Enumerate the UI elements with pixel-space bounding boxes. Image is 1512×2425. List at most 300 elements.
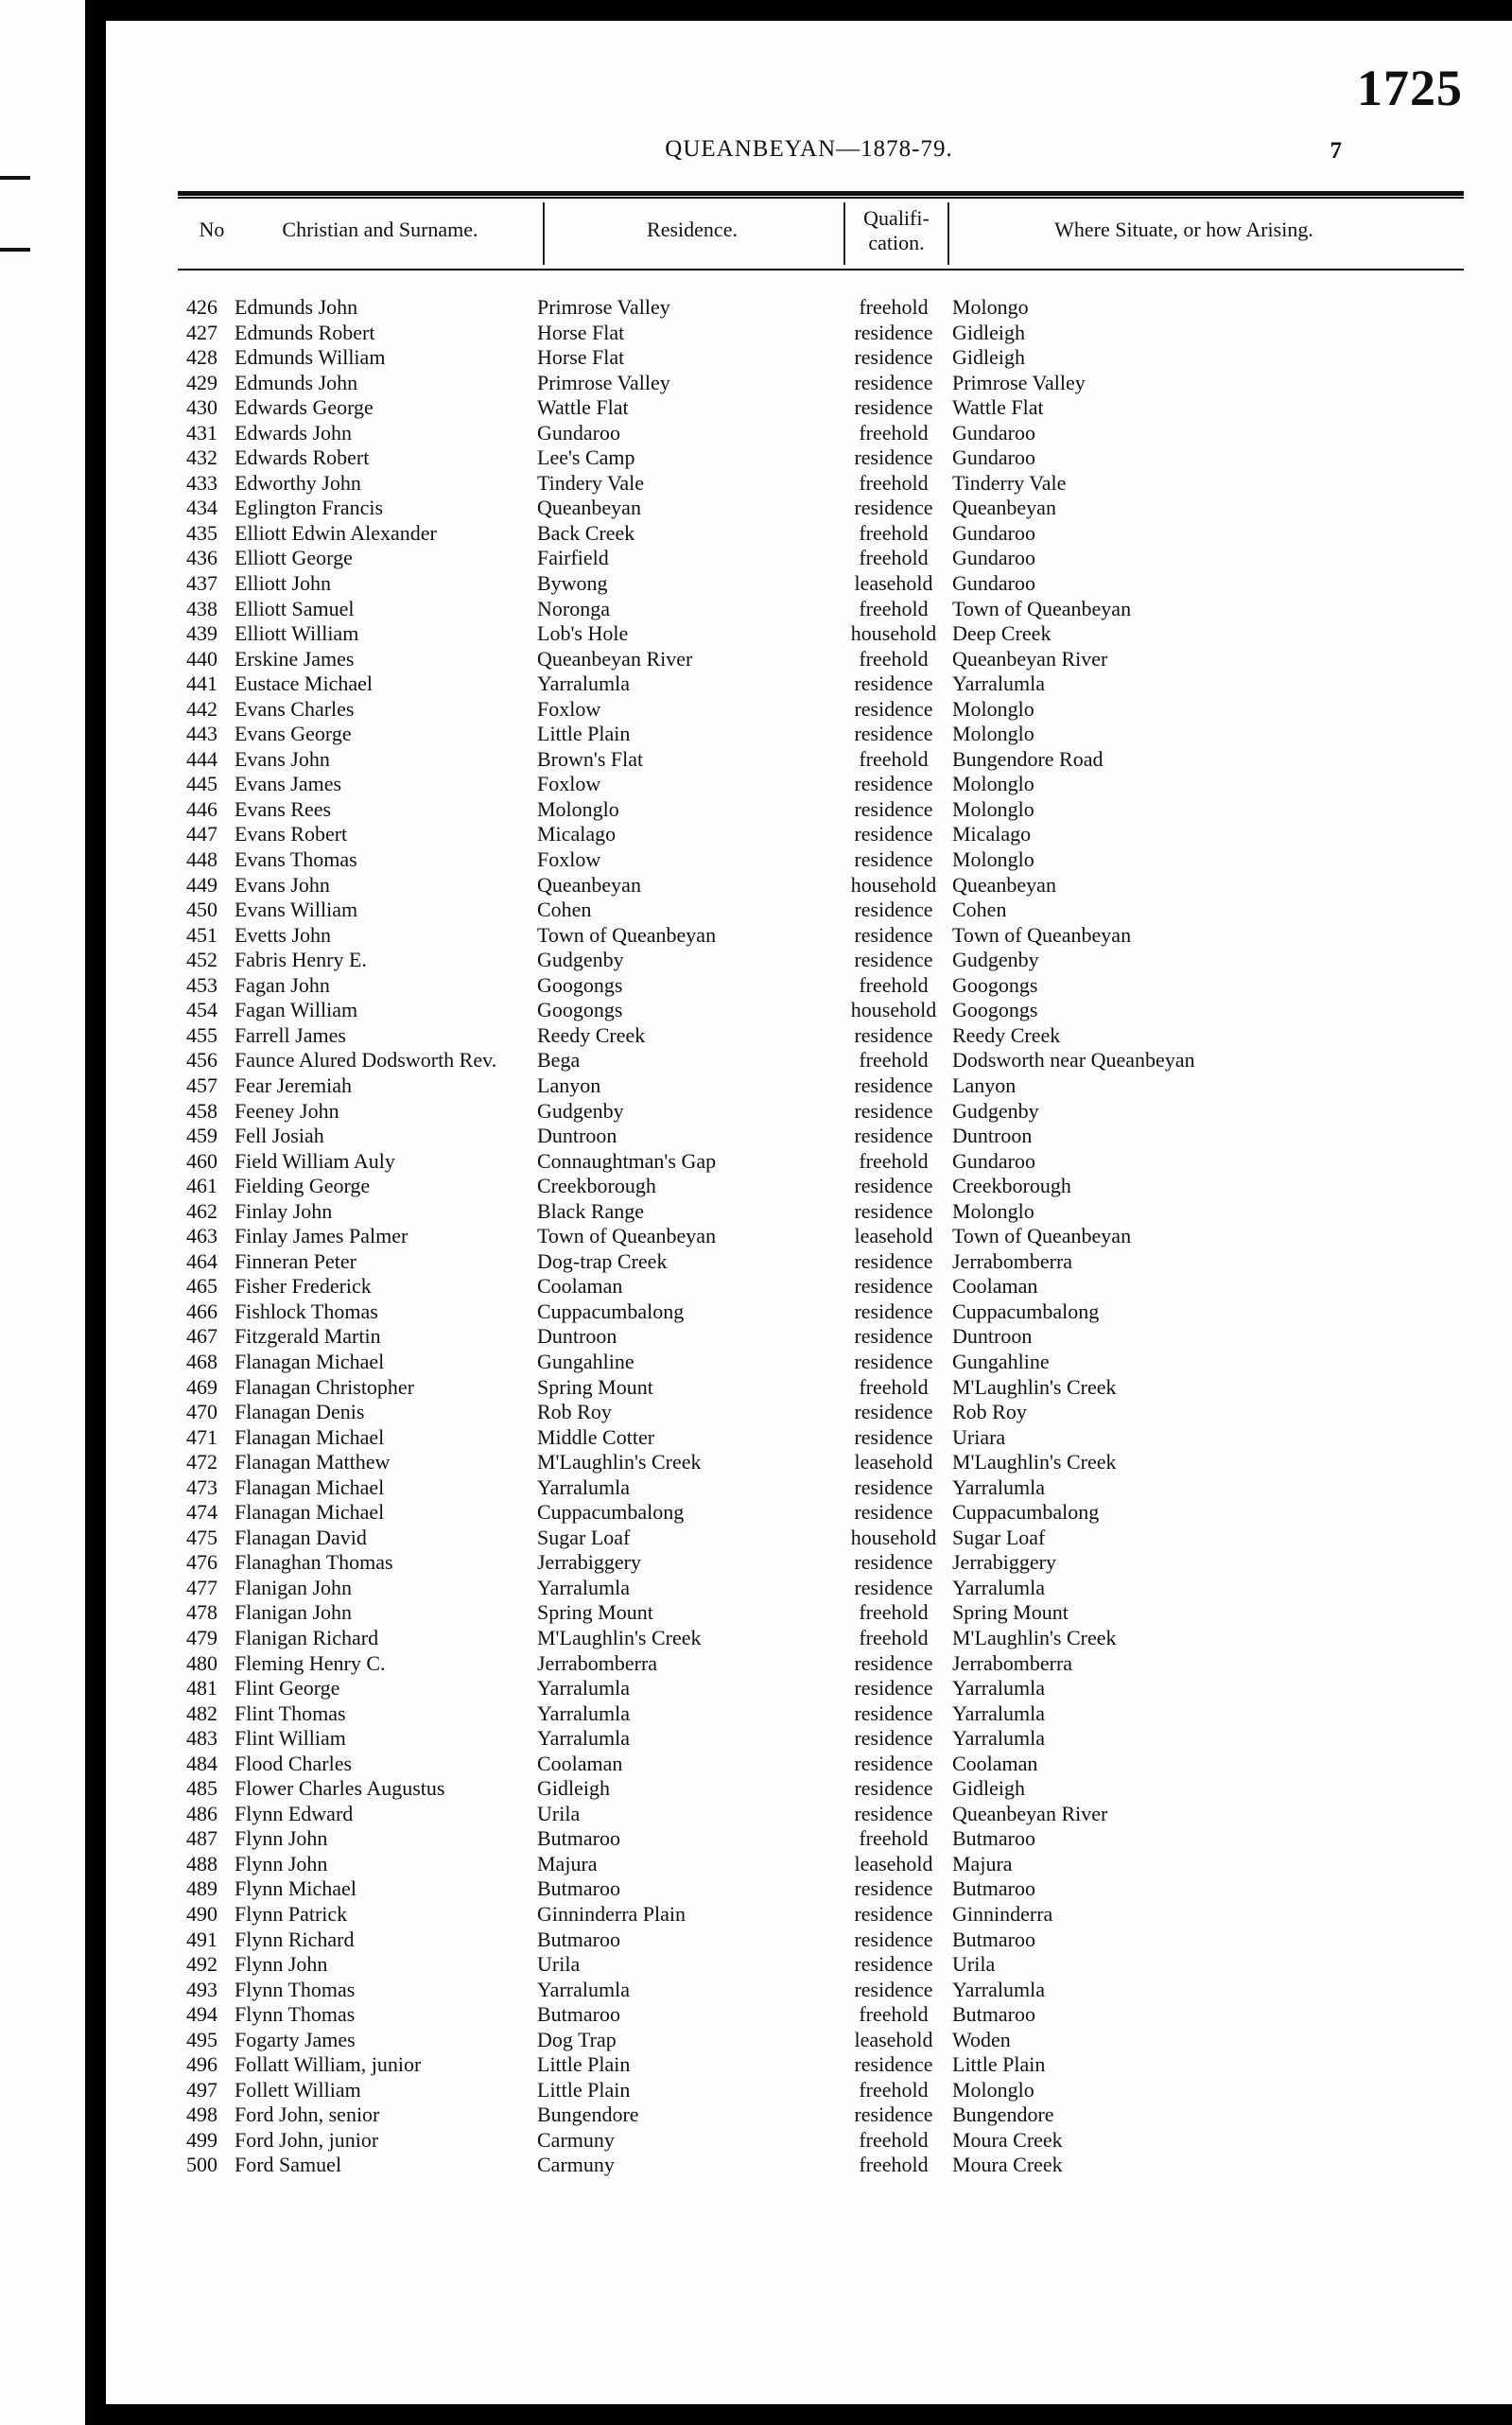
elector-qualification: residence xyxy=(854,1550,933,1575)
property-location: Tinderry Vale xyxy=(952,470,1067,495)
elector-number: 429 xyxy=(186,370,217,394)
elector-residence: Back Creek xyxy=(537,520,635,545)
elector-qualification: residence xyxy=(854,1876,933,1901)
elector-residence: Yarralumla xyxy=(537,672,630,696)
table-row xyxy=(106,1651,1512,1677)
elector-qualification: leasehold xyxy=(854,1851,933,1875)
elector-residence: Butmaroo xyxy=(537,2002,620,2027)
elector-number: 430 xyxy=(186,395,217,420)
elector-number: 498 xyxy=(186,2102,217,2127)
property-location: Lanyon xyxy=(952,1073,1017,1097)
property-location: Butmaroo xyxy=(952,1876,1035,1901)
table-row xyxy=(106,873,1512,898)
table-row xyxy=(106,471,1512,497)
elector-number: 444 xyxy=(186,746,217,771)
elector-residence: Tindery Vale xyxy=(537,470,645,495)
property-location: Duntroon xyxy=(952,1324,1033,1349)
elector-name: Fishlock Thomas xyxy=(235,1299,378,1323)
elector-residence: Cohen xyxy=(537,898,592,922)
elector-name: Flint Thomas xyxy=(235,1701,346,1725)
elector-qualification: residence xyxy=(854,696,933,721)
property-location: Cohen xyxy=(952,898,1007,922)
elector-qualification: freehold xyxy=(859,746,929,771)
elector-qualification: household xyxy=(850,872,937,897)
elector-number: 426 xyxy=(186,295,217,319)
table-row xyxy=(106,1475,1512,1501)
elector-qualification: freehold xyxy=(859,972,929,997)
table-row xyxy=(106,1375,1512,1401)
property-location: Yarralumla xyxy=(952,1575,1045,1599)
elector-residence: Bywong xyxy=(537,571,608,596)
property-location: Yarralumla xyxy=(952,1676,1045,1701)
elector-residence: Gudgenby xyxy=(537,948,624,972)
elector-qualification: residence xyxy=(854,772,933,796)
elector-qualification: residence xyxy=(854,1726,933,1751)
elector-number: 475 xyxy=(186,1525,217,1549)
elector-name: Elliott Samuel xyxy=(235,596,355,620)
elector-name: Evans Charles xyxy=(235,696,355,721)
elector-name: Flynn John xyxy=(235,1826,328,1851)
table-row xyxy=(106,1802,1512,1827)
elector-number: 450 xyxy=(186,898,217,922)
elector-name: Faunce Alured Dodsworth Rev. xyxy=(235,1048,497,1073)
table-row xyxy=(106,1073,1512,1099)
elector-name: Flanigan John xyxy=(235,1575,353,1599)
table-row xyxy=(106,697,1512,723)
property-location: Googongs xyxy=(952,972,1038,997)
elector-residence: Creekborough xyxy=(537,1174,656,1198)
page-reference: 7 xyxy=(1330,138,1342,164)
elector-qualification: residence xyxy=(854,1324,933,1349)
elector-residence: Lob's Hole xyxy=(537,621,629,646)
table-row xyxy=(106,1978,1512,2003)
table-row xyxy=(106,295,1512,321)
property-location: Gudgenby xyxy=(952,1098,1039,1123)
elector-name: Feeney John xyxy=(235,1098,339,1123)
elector-residence: Jerrabiggery xyxy=(537,1550,641,1575)
elector-qualification: leasehold xyxy=(854,2027,933,2051)
column-header-where: Where Situate, or how Arising. xyxy=(1054,218,1313,241)
elector-residence: Horse Flat xyxy=(537,320,625,344)
property-location: Yarralumla xyxy=(952,1474,1045,1499)
elector-number: 440 xyxy=(186,646,217,671)
elector-name: Flanigan Richard xyxy=(235,1625,379,1649)
elector-qualification: residence xyxy=(854,1701,933,1725)
elector-qualification: freehold xyxy=(859,1625,929,1649)
elector-qualification: residence xyxy=(854,722,933,746)
elector-qualification: residence xyxy=(854,1073,933,1097)
elector-residence: Black Range xyxy=(537,1198,645,1223)
property-location: Urila xyxy=(952,1952,996,1977)
property-location: Gundaroo xyxy=(952,1148,1035,1173)
table-row xyxy=(106,445,1512,471)
elector-name: Flanagan Michael xyxy=(235,1349,385,1373)
elector-number: 489 xyxy=(186,1876,217,1901)
table-row xyxy=(106,722,1512,747)
elector-qualification: residence xyxy=(854,1676,933,1701)
table-row xyxy=(106,1576,1512,1601)
elector-name: Evans George xyxy=(235,722,352,746)
table-row xyxy=(106,2078,1512,2103)
elector-number: 496 xyxy=(186,2052,217,2077)
property-location: Butmaroo xyxy=(952,1826,1035,1851)
elector-qualification: freehold xyxy=(859,2127,929,2152)
previous-page-edge xyxy=(0,0,85,2425)
elector-qualification: household xyxy=(850,998,937,1022)
elector-qualification: freehold xyxy=(859,2153,929,2177)
elector-number: 467 xyxy=(186,1324,217,1349)
elector-number: 483 xyxy=(186,1726,217,1751)
property-location: Yarralumla xyxy=(952,1977,1045,2001)
elector-qualification: freehold xyxy=(859,1374,929,1399)
elector-name: Elliott William xyxy=(235,621,359,646)
elector-residence: Butmaroo xyxy=(537,1826,620,1851)
edge-mark xyxy=(0,248,30,252)
elector-number: 441 xyxy=(186,672,217,696)
table-row xyxy=(106,1174,1512,1199)
table-row xyxy=(106,1952,1512,1978)
table-row xyxy=(106,973,1512,999)
elector-name: Elliott John xyxy=(235,571,332,596)
elector-name: Evans John xyxy=(235,746,330,771)
property-location: Spring Mount xyxy=(952,1600,1069,1625)
elector-number: 453 xyxy=(186,972,217,997)
elector-qualification: freehold xyxy=(859,646,929,671)
elector-residence: Foxlow xyxy=(537,696,601,721)
elector-qualification: residence xyxy=(854,1927,933,1951)
elector-qualification: freehold xyxy=(859,520,929,545)
table-row xyxy=(106,923,1512,949)
property-location: Molonglo xyxy=(952,2077,1034,2102)
elector-name: Flynn John xyxy=(235,1952,328,1977)
table-row xyxy=(106,2002,1512,2028)
table-row xyxy=(106,1224,1512,1249)
elector-residence: Brown's Flat xyxy=(537,746,644,771)
header-rule xyxy=(178,191,1464,196)
elector-number: 494 xyxy=(186,2002,217,2027)
elector-residence: Urila xyxy=(537,1801,581,1825)
elector-number: 446 xyxy=(186,796,217,821)
property-location: Deep Creek xyxy=(952,621,1051,646)
elector-number: 471 xyxy=(186,1424,217,1449)
property-location: Molonglo xyxy=(952,696,1034,721)
property-location: Reedy Creek xyxy=(952,1022,1061,1047)
table-row xyxy=(106,395,1512,421)
elector-name: Flanagan Matthew xyxy=(235,1450,391,1474)
elector-residence: Foxlow xyxy=(537,772,601,796)
elector-number: 454 xyxy=(186,998,217,1022)
elector-number: 448 xyxy=(186,847,217,872)
elector-name: Fabris Henry E. xyxy=(235,948,367,972)
elector-qualification: residence xyxy=(854,1299,933,1323)
table-row xyxy=(106,345,1512,371)
table-row xyxy=(106,597,1512,622)
elector-residence: Gidleigh xyxy=(537,1776,610,1801)
elector-number: 455 xyxy=(186,1022,217,1047)
property-location: Duntroon xyxy=(952,1124,1033,1148)
elector-name: Evans Robert xyxy=(235,822,348,846)
table-row xyxy=(106,1776,1512,1802)
elector-number: 485 xyxy=(186,1776,217,1801)
elector-name: Ford Samuel xyxy=(235,2153,342,2177)
elector-number: 445 xyxy=(186,772,217,796)
elector-residence: Googongs xyxy=(537,998,623,1022)
elector-residence: Duntroon xyxy=(537,1124,617,1148)
elector-name: Flanagan Michael xyxy=(235,1500,385,1525)
elector-name: Fielding George xyxy=(235,1174,371,1198)
property-location: Cuppacumbalong xyxy=(952,1500,1100,1525)
elector-residence: Little Plain xyxy=(537,2052,631,2077)
elector-number: 461 xyxy=(186,1174,217,1198)
property-location: Gundaroo xyxy=(952,571,1035,596)
elector-qualification: residence xyxy=(854,672,933,696)
table-row xyxy=(106,898,1512,923)
elector-name: Field William Auly xyxy=(235,1148,395,1173)
elector-number: 458 xyxy=(186,1098,217,1123)
elector-name: Flynn Edward xyxy=(235,1801,354,1825)
table-row xyxy=(106,2153,1512,2178)
property-location: Gidleigh xyxy=(952,1776,1025,1801)
table-row xyxy=(106,1550,1512,1576)
elector-number: 463 xyxy=(186,1224,217,1248)
table-row xyxy=(106,571,1512,597)
property-location: Micalago xyxy=(952,822,1032,846)
elector-qualification: freehold xyxy=(859,420,929,445)
elector-qualification: residence xyxy=(854,1424,933,1449)
elector-name: Fagan William xyxy=(235,998,358,1022)
elector-number: 447 xyxy=(186,822,217,846)
elector-number: 437 xyxy=(186,571,217,596)
elector-number: 434 xyxy=(186,496,217,520)
elector-name: Flanagan Christopher xyxy=(235,1374,415,1399)
elector-name: Flood Charles xyxy=(235,1751,353,1775)
elector-number: 480 xyxy=(186,1650,217,1675)
elector-number: 474 xyxy=(186,1500,217,1525)
property-location: Bungendore xyxy=(952,2102,1054,2127)
elector-residence: Fairfield xyxy=(537,546,609,570)
table-row xyxy=(106,2028,1512,2053)
table-row xyxy=(106,1676,1512,1701)
elector-residence: Coolaman xyxy=(537,1751,623,1775)
elector-residence: Middle Cotter xyxy=(537,1424,655,1449)
column-header-no: No xyxy=(199,218,225,241)
elector-number: 487 xyxy=(186,1826,217,1851)
elector-number: 488 xyxy=(186,1851,217,1875)
elector-name: Fleming Henry C. xyxy=(235,1650,386,1675)
table-row xyxy=(106,1324,1512,1350)
property-location: Molonglo xyxy=(952,847,1034,872)
elector-qualification: residence xyxy=(854,1977,933,2001)
property-location: Sugar Loaf xyxy=(952,1525,1046,1549)
table-row xyxy=(106,2052,1512,2078)
elector-name: Follatt William, junior xyxy=(235,2052,422,2077)
elector-qualification: residence xyxy=(854,320,933,344)
elector-residence: Bungendore xyxy=(537,2102,639,2127)
elector-qualification: residence xyxy=(854,2052,933,2077)
elector-name: Fitzgerald Martin xyxy=(235,1324,381,1349)
elector-residence: Spring Mount xyxy=(537,1374,653,1399)
property-location: Town of Queanbeyan xyxy=(952,1224,1132,1248)
property-location: Molonglo xyxy=(952,772,1034,796)
elector-qualification: freehold xyxy=(859,1148,929,1173)
elector-residence: Jerrabomberra xyxy=(537,1650,658,1675)
property-location: Rob Roy xyxy=(952,1400,1027,1424)
table-row xyxy=(106,1350,1512,1375)
table-row xyxy=(106,1726,1512,1752)
elector-residence: Foxlow xyxy=(537,847,601,872)
table-row xyxy=(106,1500,1512,1526)
elector-qualification: freehold xyxy=(859,2077,929,2102)
elector-qualification: household xyxy=(850,621,937,646)
property-location: Gundaroo xyxy=(952,520,1035,545)
column-divider xyxy=(947,202,949,265)
property-location: Gidleigh xyxy=(952,320,1025,344)
column-header-residence: Residence. xyxy=(647,218,738,241)
property-location: Yarralumla xyxy=(952,672,1045,696)
elector-number: 473 xyxy=(186,1474,217,1499)
elector-qualification: freehold xyxy=(859,470,929,495)
elector-qualification: residence xyxy=(854,1022,933,1047)
table-row xyxy=(106,496,1512,521)
elector-residence: M'Laughlin's Creek xyxy=(537,1625,702,1649)
elector-number: 432 xyxy=(186,445,217,470)
property-location: Coolaman xyxy=(952,1274,1038,1299)
elector-residence: Sugar Loaf xyxy=(537,1525,631,1549)
elector-qualification: residence xyxy=(854,1349,933,1373)
elector-qualification: residence xyxy=(854,796,933,821)
table-row xyxy=(106,1626,1512,1651)
elector-qualification: residence xyxy=(854,395,933,420)
table-row xyxy=(106,1876,1512,1902)
elector-residence: M'Laughlin's Creek xyxy=(537,1450,702,1474)
elector-qualification: residence xyxy=(854,345,933,370)
elector-number: 479 xyxy=(186,1625,217,1649)
elector-list xyxy=(106,295,1512,2178)
elector-number: 443 xyxy=(186,722,217,746)
property-location: Molonglo xyxy=(952,722,1034,746)
elector-qualification: residence xyxy=(854,1098,933,1123)
elector-residence: Primrose Valley xyxy=(537,295,670,319)
elector-number: 439 xyxy=(186,621,217,646)
elector-residence: Coolaman xyxy=(537,1274,623,1299)
elector-name: Ford John, senior xyxy=(235,2102,380,2127)
elector-residence: Yarralumla xyxy=(537,1575,630,1599)
elector-number: 452 xyxy=(186,948,217,972)
table-row xyxy=(106,797,1512,823)
elector-number: 451 xyxy=(186,922,217,947)
property-location: Gidleigh xyxy=(952,345,1025,370)
property-location: Yarralumla xyxy=(952,1701,1045,1725)
elector-name: Flint George xyxy=(235,1676,340,1701)
elector-number: 478 xyxy=(186,1600,217,1625)
elector-residence: Urila xyxy=(537,1952,581,1977)
elector-qualification: residence xyxy=(854,1124,933,1148)
property-location: Wattle Flat xyxy=(952,395,1044,420)
elector-name: Follett William xyxy=(235,2077,361,2102)
elector-name: Ford John, junior xyxy=(235,2127,379,2152)
elector-name: Finneran Peter xyxy=(235,1248,356,1273)
elector-qualification: residence xyxy=(854,1500,933,1525)
elector-residence: Cuppacumbalong xyxy=(537,1299,685,1323)
property-location: Coolaman xyxy=(952,1751,1038,1775)
elector-name: Evans John xyxy=(235,872,330,897)
table-row xyxy=(106,621,1512,647)
table-row xyxy=(106,1400,1512,1425)
elector-number: 466 xyxy=(186,1299,217,1323)
elector-residence: Connaughtman's Gap xyxy=(537,1148,717,1173)
table-row xyxy=(106,1149,1512,1175)
elector-number: 486 xyxy=(186,1801,217,1825)
column-header-name: Christian and Surname. xyxy=(282,218,478,241)
elector-name: Flanaghan Thomas xyxy=(235,1550,393,1575)
elector-residence: Town of Queanbeyan xyxy=(537,922,717,947)
elector-residence: Majura xyxy=(537,1851,598,1875)
elector-name: Farrell James xyxy=(235,1022,346,1047)
elector-number: 435 xyxy=(186,520,217,545)
elector-residence: Gudgenby xyxy=(537,1098,624,1123)
table-row xyxy=(106,1099,1512,1125)
property-location: Gundaroo xyxy=(952,420,1035,445)
elector-qualification: residence xyxy=(854,1198,933,1223)
property-location: Moura Creek xyxy=(952,2127,1063,2152)
table-row xyxy=(106,1124,1512,1149)
elector-name: Fagan John xyxy=(235,972,330,997)
elector-number: 438 xyxy=(186,596,217,620)
property-location: Molongo xyxy=(952,295,1029,319)
table-row xyxy=(106,772,1512,797)
elector-qualification: residence xyxy=(854,1474,933,1499)
elector-residence: Carmuny xyxy=(537,2153,615,2177)
table-row xyxy=(106,421,1512,446)
elector-residence: Yarralumla xyxy=(537,1474,630,1499)
elector-qualification: residence xyxy=(854,496,933,520)
elector-number: 427 xyxy=(186,320,217,344)
elector-name: Edwards George xyxy=(235,395,374,420)
property-location: Molonglo xyxy=(952,1198,1034,1223)
table-row xyxy=(106,1249,1512,1275)
table-row xyxy=(106,1023,1512,1049)
elector-name: Flynn Thomas xyxy=(235,2002,356,2027)
elector-qualification: residence xyxy=(854,445,933,470)
property-location: Gudgenby xyxy=(952,948,1039,972)
property-location: Uriara xyxy=(952,1424,1006,1449)
elector-number: 484 xyxy=(186,1751,217,1775)
elector-qualification: residence xyxy=(854,1274,933,1299)
property-location: Butmaroo xyxy=(952,2002,1035,2027)
property-location: Googongs xyxy=(952,998,1038,1022)
property-location: Gundaroo xyxy=(952,445,1035,470)
elector-number: 477 xyxy=(186,1575,217,1599)
elector-number: 436 xyxy=(186,546,217,570)
elector-number: 428 xyxy=(186,345,217,370)
elector-number: 462 xyxy=(186,1198,217,1223)
elector-name: Fear Jeremiah xyxy=(235,1073,352,1097)
elector-qualification: freehold xyxy=(859,1048,929,1073)
elector-number: 469 xyxy=(186,1374,217,1399)
elector-number: 456 xyxy=(186,1048,217,1073)
elector-name: Flanagan Denis xyxy=(235,1400,365,1424)
table-row xyxy=(106,747,1512,773)
elector-name: Evans Rees xyxy=(235,796,332,821)
elector-residence: Bega xyxy=(537,1048,581,1073)
elector-residence: Gundaroo xyxy=(537,420,620,445)
elector-residence: Googongs xyxy=(537,972,623,997)
property-location: Yarralumla xyxy=(952,1726,1045,1751)
elector-residence: Wattle Flat xyxy=(537,395,629,420)
elector-residence: Lanyon xyxy=(537,1073,601,1097)
elector-qualification: household xyxy=(850,1525,937,1549)
elector-name: Fell Josiah xyxy=(235,1124,324,1148)
